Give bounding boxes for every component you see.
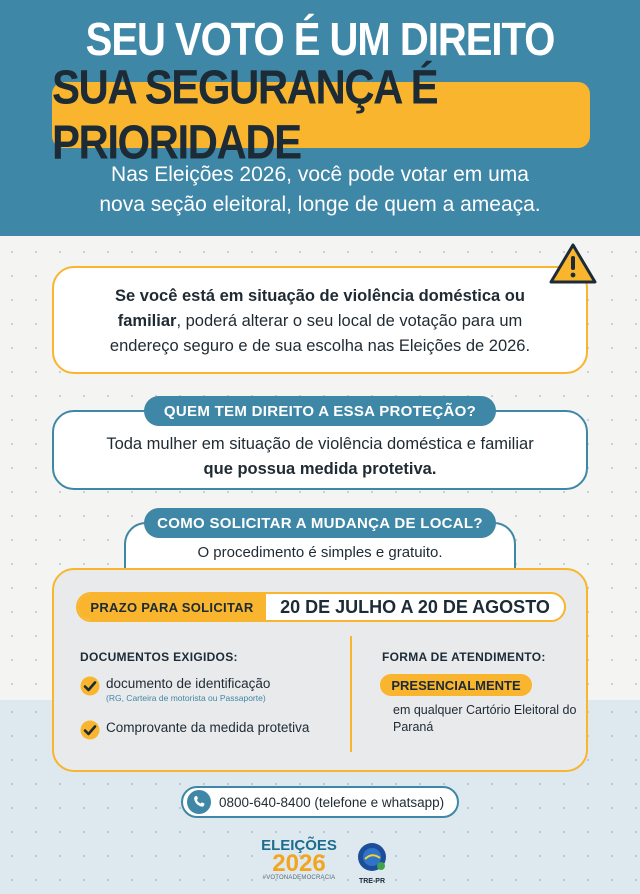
title-main: SEU VOTO É UM DIREITO <box>85 14 555 66</box>
request-text: O procedimento é simples e gratuito. <box>197 544 443 561</box>
check-icon <box>80 720 100 740</box>
logo-word: ELEIÇÕES <box>261 837 337 854</box>
contact-text: 0800-640-8400 (telefone e whatsapp) <box>219 794 445 810</box>
title-highlight: SUA SEGURANÇA É PRIORIDADE <box>52 59 438 170</box>
notice-card <box>52 266 588 374</box>
request-heading: COMO SOLICITAR A MUDANÇA DE LOCAL? <box>144 508 496 538</box>
deadline-bar <box>76 592 566 622</box>
document-item-2-text: Comprovante da medida protetiva <box>106 720 310 735</box>
tre-emblem-icon <box>357 842 387 872</box>
service-place: em qualquer Cartório Eleitoral do Paraná <box>393 703 577 734</box>
tre-label: TRE-PR <box>358 878 386 885</box>
subtitle-line-2: nova seção eleitoral, longe de quem a ameaça. <box>99 193 541 216</box>
header-banner <box>0 0 640 236</box>
logo-year: 2026 <box>272 850 326 877</box>
subtitle <box>40 160 600 220</box>
protection-text: Toda mulher em situação de violência doméstica e familiar <box>106 435 534 453</box>
logo-hashtag: #VOTONADEMOCRACIA <box>262 875 336 881</box>
deadline-label: PRAZO PARA SOLICITAR <box>78 594 266 620</box>
check-icon <box>80 676 100 696</box>
document-item-1-text: documento de identificação <box>106 676 271 691</box>
deadline-value: 20 DE JULHO A 20 DE AGOSTO <box>280 596 550 617</box>
subtitle-line-1: Nas Eleições 2026, você pode votar em uma <box>111 163 529 186</box>
phone-icon <box>187 790 211 814</box>
document-item-1-sub: (RG, Carteira de motorista ou Passaporte) <box>106 693 266 703</box>
notice-text: , poderá alterar o seu local de votação para um endereço seguro e de sua escolha nas Eleições de 2026. <box>109 312 531 355</box>
service-title: FORMA DE ATENDIMENTO: <box>382 650 546 664</box>
tre-logo <box>352 842 392 885</box>
protection-heading: QUEM TEM DIREITO A ESSA PROTEÇÃO? <box>144 396 496 426</box>
title-highlight-box <box>52 59 590 170</box>
document-item-1 <box>80 676 270 703</box>
documents-title: DOCUMENTOS EXIGIDOS: <box>80 650 238 664</box>
document-item-2 <box>80 720 309 740</box>
service-mode-badge: PRESENCIALMENTE <box>380 674 532 696</box>
contact-phone <box>181 786 459 818</box>
warning-icon <box>548 242 598 286</box>
notice-bold: Se você está em situação de violência doméstica ou familiar <box>115 287 525 330</box>
column-divider <box>350 636 352 752</box>
protection-bold: que possua medida protetiva. <box>203 460 437 478</box>
elections-logo <box>254 838 344 881</box>
